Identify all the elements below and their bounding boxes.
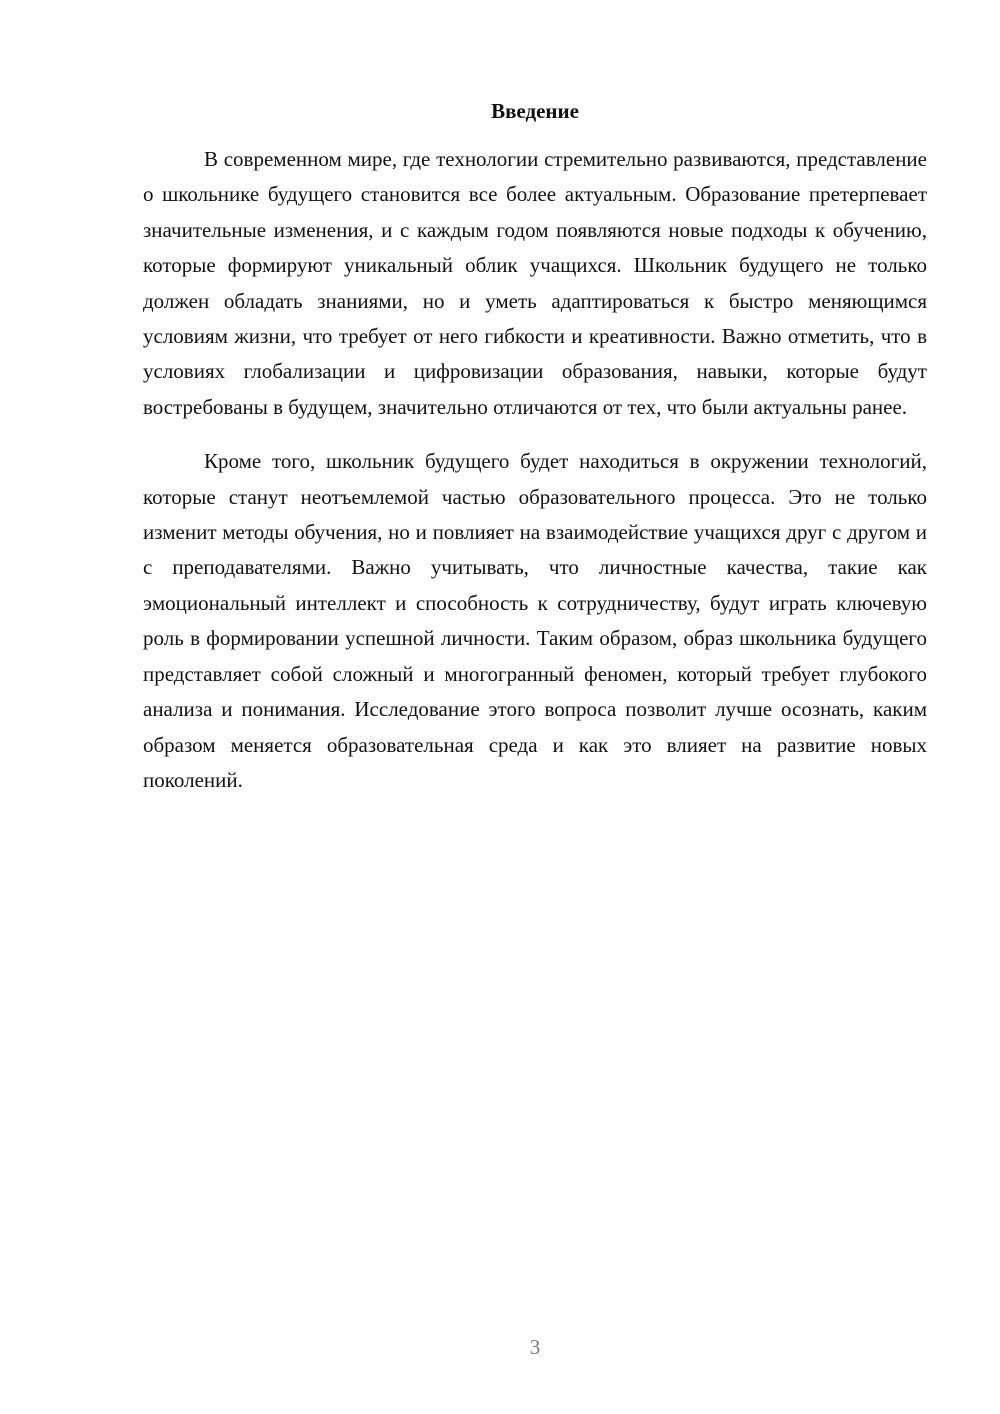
page-number: 3 bbox=[529, 1335, 541, 1359]
paragraph-2: Кроме того, школьник будущего будет находиться в окружении технологий, которые станут неотъемлемой частью образовательного процесса. Это не только изменит методы обучения, но и повлияет на взаимодействие учащихся друг с другом и с преподавателями. Важно учитывать, что личностные качества, такие как эмоциональный интеллект и способность к сотрудничеству, будут играть ключевую роль в формировании успешной личности. Таким образом, образ школьника будущего представляет собой сложный и многогранный феномен, который требует глубокого анализа и понимания. Исследование этого вопроса позволит лучше осознать, каким образом меняется образовательная среда и как это влияет на развитие новых поколений. bbox=[143, 449, 927, 792]
document-body bbox=[143, 142, 927, 798]
paragraph-1: В современном мире, где технологии стремительно развиваются, представление о школьнике будущего становится все более актуальным. Образование претерпевает значительные изменения, и с каждым годом появляются новые подходы к обучению, которые формируют уникальный облик учащихся. Школьник будущего не только должен обладать знаниями, но и уметь адаптироваться к быстро меняющимся условиям жизни, что требует от него гибкости и креативности. Важно отметить, что в условиях глобализации и цифровизации образования, навыки, которые будут востребованы в будущем, значительно отличаются от тех, что были актуальны ранее. bbox=[143, 147, 927, 419]
section-heading: Введение bbox=[491, 99, 579, 123]
